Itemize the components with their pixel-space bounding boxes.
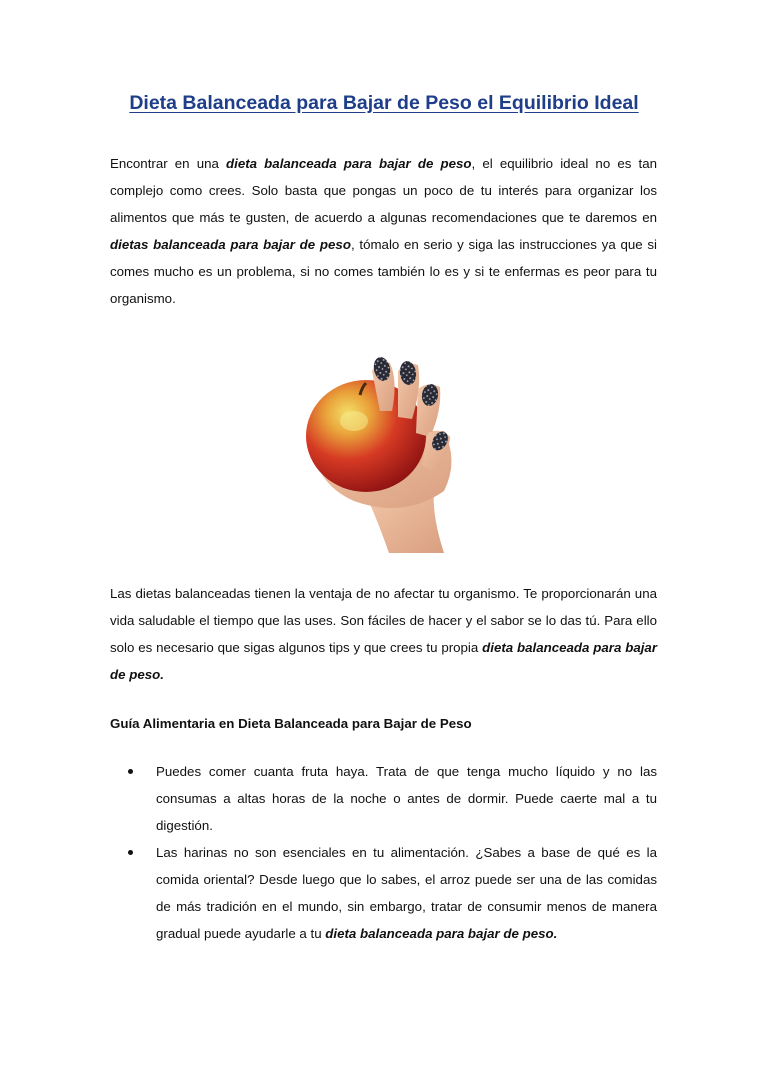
list-item-emphasis: dieta balanceada para bajar de peso. xyxy=(325,926,558,941)
page-title[interactable] xyxy=(0,92,768,115)
list-item xyxy=(110,839,657,947)
intro-text-1: Encontrar en una xyxy=(110,156,227,171)
guide-heading: Guía Alimentaria en Dieta Balanceada para Bajar de Peso xyxy=(110,716,472,731)
bullet-icon xyxy=(128,850,133,855)
benefits-paragraph xyxy=(110,580,657,688)
bullet-icon xyxy=(128,769,133,774)
list-item-text: Puedes comer cuanta fruta haya. Trata de que tenga mucho líquido y no las consumas a altas horas de la noche o antes de dormir. Puede caerte mal a tu digestión. xyxy=(156,764,657,833)
apple-in-hand-photo xyxy=(294,341,474,553)
benefits-emphasis: dieta balanceada para bajar de peso. xyxy=(110,640,657,682)
intro-paragraph xyxy=(110,150,657,312)
list-item-text: Las harinas no son esenciales en tu alimentación. ¿Sabes a base de qué es la comida oriental? Desde luego que lo sabes, el arroz puede ser una de las comidas de más tradición en el mundo, sin embargo, tratar de consumir menos de manera gradual puede ayudarle a tu xyxy=(156,845,657,941)
list-item xyxy=(110,758,657,839)
intro-text-3: , tómalo en serio y siga las instrucciones ya que si comes mucho es un problema, si no comes también lo es y si te enfermas es peor para tu organismo. xyxy=(110,237,657,306)
intro-text-2: , el equilibrio ideal no es tan complejo como crees. Solo basta que pongas un poco de tu interés para organizar los alimentos que más te gusten, de acuerdo a algunas recomendaciones que te daremos en xyxy=(110,156,657,225)
intro-emphasis-1: dieta balanceada para bajar de peso xyxy=(226,156,472,171)
title-link[interactable]: Dieta Balanceada para Bajar de Peso el Equilibrio Ideal xyxy=(129,92,639,114)
guide-list xyxy=(110,758,657,947)
benefits-text: Las dietas balanceadas tienen la ventaja de no afectar tu organismo. Te proporcionarán una vida saludable el tiempo que las uses. Son fáciles de hacer y el sabor se lo das tú. Para ello solo es necesario que sigas algunos tips y que crees tu propia xyxy=(110,586,657,655)
intro-emphasis-2: dietas balanceada para bajar de peso xyxy=(110,237,351,252)
